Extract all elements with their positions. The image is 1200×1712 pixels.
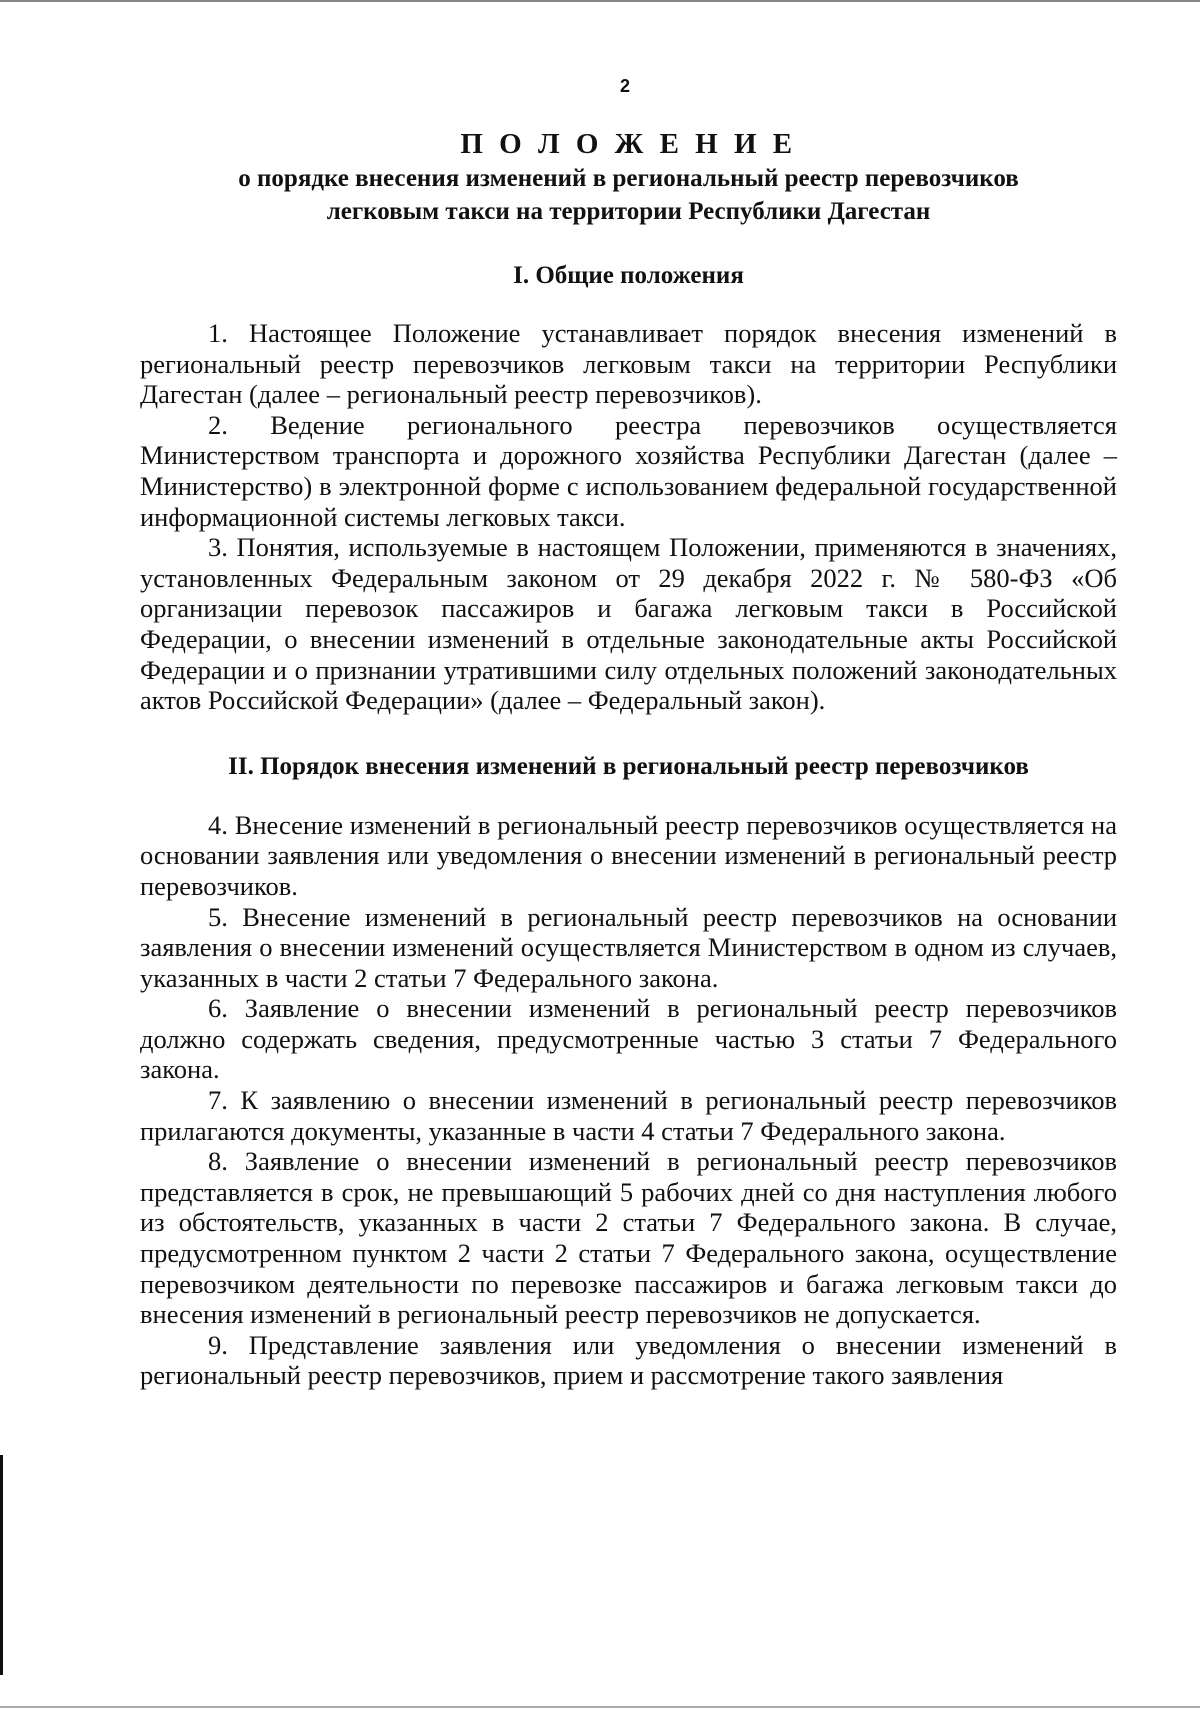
document-subtitle-line-2: легковым такси на территории Республики Дагестан <box>326 198 931 225</box>
page-number: 2 <box>619 76 630 96</box>
paragraph-5: 5. Внесение изменений в региональный реестр перевозчиков на основании заявления о внесении изменений осуществляется Министерством в одном из случаев, указанных в части 2 статьи 7 Федерального закона. <box>140 901 1117 993</box>
paragraph-9: 9. Представление заявления или уведомления о внесении изменений в региональный реестр перевозчиков, прием и рассмотрение такого заявления <box>140 1329 1117 1391</box>
paragraph-6: 6. Заявление о внесении изменений в региональный реестр перевозчиков должно содержать сведения, предусмотренные частью 3 статьи 7 Федерального закона. <box>140 993 1117 1085</box>
scan-edge-bottom <box>0 1706 1200 1708</box>
document-title: П О Л О Ж Е Н И Е <box>460 128 797 160</box>
document-body <box>140 126 1117 1391</box>
paragraph-8: 8. Заявление о внесении изменений в региональный реестр перевозчиков представляется в срок, не превышающий 5 рабочих дней со дня наступления любого из обстоятельств, указанных в части 2 статьи 7 Федерального закона. В случае, предусмотренном пунктом 2 части 2 статьи 7 Федерального закона, осуществление перевозчиком деятельности по перевозке пассажиров и багажа легковым такси до внесения изменений в региональный реестр перевозчиков не допускается. <box>140 1146 1117 1330</box>
paragraph-7: 7. К заявлению о внесении изменений в региональный реестр перевозчиков прилагаются документы, указанные в части 4 статьи 7 Федерального закона. <box>140 1085 1117 1146</box>
document-subtitle-line-1: о порядке внесения изменений в региональный реестр перевозчиков <box>238 165 1019 192</box>
section-heading-procedure: II. Порядок внесения изменений в региональный реестр перевозчиков <box>228 752 1029 780</box>
paragraph-2: 2. Ведение регионального реестра перевозчиков осуществляется Министерством транспорта и дорожного хозяйства Республики Дагестан (далее – Министерство) в электронной форме с использованием федеральной государственной информационной системы легковых такси. <box>140 409 1117 532</box>
section-heading-general: I. Общие положения <box>513 262 744 289</box>
scan-edge-top <box>0 0 1200 2</box>
paragraph-1: 1. Настоящее Положение устанавливает порядок внесения изменений в региональный реестр перевозчиков легковым такси на территории Республики Дагестан (далее – региональный реестр перевозчиков). <box>140 318 1117 410</box>
paragraph-3: 3. Понятия, используемые в настоящем Положении, применяются в значениях, установленных Федеральным законом от 29 декабря 2022 г. № 580-ФЗ «Об организации перевозок пассажиров и багажа легковым такси в Российской Федерации, о внесении изменений в отдельные законодательные акты Российской Федерации и о признании утратившими силу отдельных положений законодательных актов Российской Федерации» (далее – Федеральный закон). <box>140 532 1117 716</box>
scan-edge-left <box>0 1455 3 1675</box>
paragraph-4: 4. Внесение изменений в региональный реестр перевозчиков осуществляется на основании заявления или уведомления о внесении изменений в региональный реестр перевозчиков. <box>140 809 1117 901</box>
